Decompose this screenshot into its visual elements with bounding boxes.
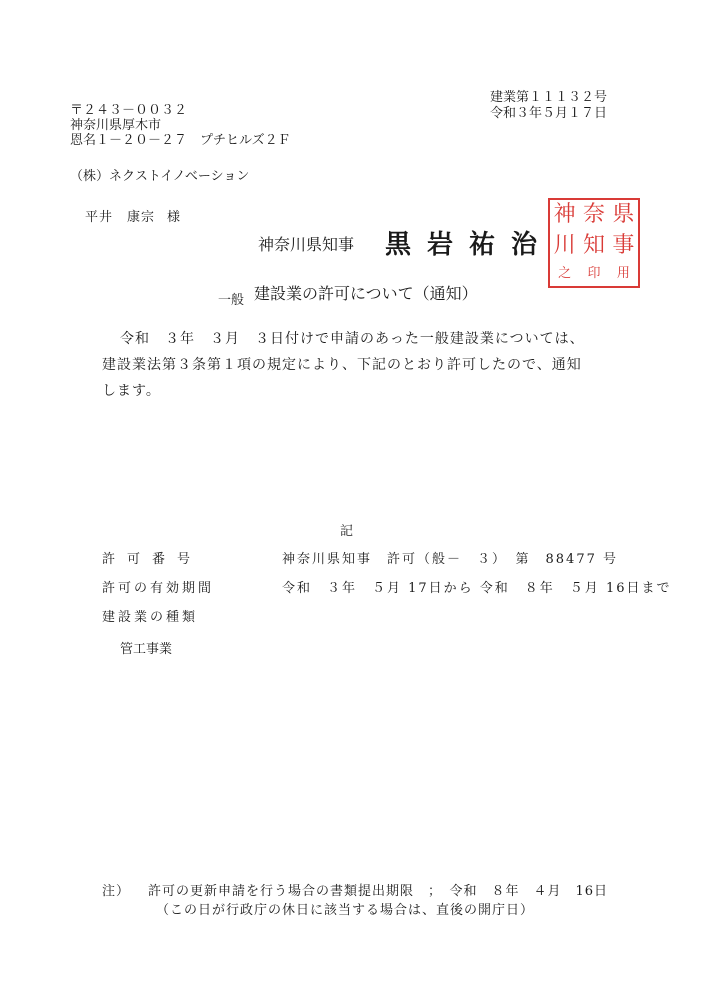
recipient-name: 平井 康宗 <box>85 210 156 225</box>
document-number-block <box>490 90 607 122</box>
address-line-1: 神奈川県厚木市 <box>70 118 162 133</box>
note-line-1 <box>102 880 608 899</box>
seal-char: 神 <box>553 202 576 228</box>
body-line: 令和 ３年 ３月 ３日付けで申請のあった一般建設業については、 <box>120 331 585 347</box>
validity-label: 許可の有効期間 <box>102 581 215 596</box>
governor-name: 黒岩祐治 <box>385 230 554 260</box>
seal-char: 用 <box>616 266 630 282</box>
document-date: 令和３年５月１７日 <box>490 106 608 121</box>
body-text <box>102 326 622 404</box>
subject-prefix: 一般 <box>218 293 245 308</box>
seal-char: 川 <box>553 233 576 259</box>
ki-heading: 記 <box>340 524 354 539</box>
business-type-value: 管工事業 <box>120 642 173 657</box>
note-label: 注） <box>102 884 131 899</box>
company-name: （株）ネクストイノベーション <box>70 169 250 184</box>
body-line: します。 <box>102 383 161 399</box>
seal-char: 知 <box>582 233 605 259</box>
document-number: 建業第１１１３２号 <box>490 90 608 105</box>
business-type-label: 建設業の種類 <box>102 610 199 625</box>
validity-value: 令和 ３年 ５月 17日から 令和 ８年 ５月 16日まで <box>282 581 672 596</box>
seal-char: 之 <box>558 266 572 282</box>
seal-char: 印 <box>587 266 601 282</box>
official-seal <box>548 198 640 288</box>
seal-char: 事 <box>612 233 635 259</box>
permit-number-label: 許可番号 <box>102 552 203 567</box>
seal-char: 奈 <box>582 202 605 228</box>
note-line-2: （この日が行政庁の休日に該当する場合は、直後の開庁日） <box>156 903 535 918</box>
seal-char: 県 <box>612 202 635 228</box>
postal-code: 〒２４３－００３２ <box>70 103 188 118</box>
note-text: 許可の更新申請を行う場合の書類提出期限 ； 令和 ８年 ４月 16日 <box>148 884 609 899</box>
recipient-honorific: 様 <box>167 210 182 225</box>
recipient <box>85 206 181 225</box>
address-block <box>70 103 291 148</box>
subject-title: 建設業の許可について（通知） <box>254 284 478 303</box>
governor-title: 神奈川県知事 <box>258 235 355 254</box>
permit-number-value: 神奈川県知事 許可（般－ ３） 第 88477 号 <box>282 552 618 567</box>
body-line: 建設業法第３条第１項の規定により、下記のとおり許可したので、通知 <box>102 357 582 373</box>
address-line-2: 恩名１－２０－２７ プチヒルズ２Ｆ <box>70 133 291 148</box>
